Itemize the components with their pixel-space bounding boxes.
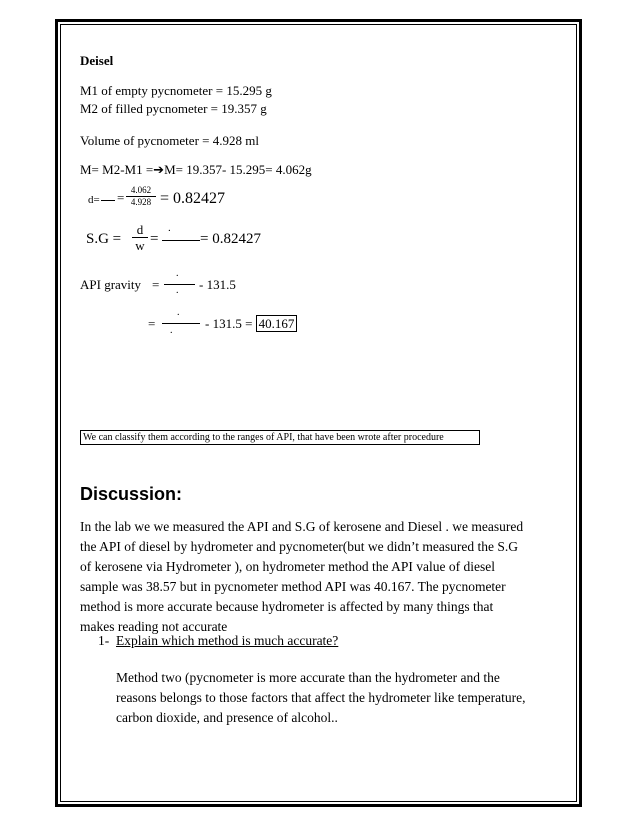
discussion-paragraph	[80, 517, 540, 637]
density-numerator: 4.062	[130, 185, 152, 195]
density-blank-fraction-bar	[101, 200, 115, 201]
question-number: 1-	[98, 633, 110, 648]
sg-result: = 0.82427	[200, 231, 261, 247]
density-denominator: 4.928	[130, 197, 152, 207]
discussion-heading: Discussion:	[80, 484, 183, 504]
mass-line	[80, 162, 312, 178]
api2-result-boxed: 40.167	[256, 315, 298, 332]
question-text: Explain which method is much accurate?	[116, 633, 339, 648]
discussion-line: method is more accurate because hydrometer is affected by many things that	[80, 599, 494, 614]
classification-note: We can classify them according to the ranges of API, that have been wrote after procedure	[80, 430, 480, 445]
density-eq: =	[117, 190, 125, 205]
answer-line: carbon dioxide, and presence of alcohol..	[116, 710, 338, 725]
density-result: = 0.82427	[160, 190, 226, 207]
api2-rest-text: - 131.5 =	[205, 316, 253, 331]
discussion-line: makes reading not accurate	[80, 619, 228, 634]
api1-fraction-bar	[164, 284, 195, 285]
api-gravity-label: API gravity	[80, 277, 142, 292]
sg-eq: =	[150, 231, 159, 247]
m1-line: M1 of empty pycnometer = 15.295 g	[80, 83, 272, 98]
density-lhs: d=	[88, 194, 100, 206]
api1-dot-top: .	[176, 268, 179, 279]
discussion-line: In the lab we we measured the API and S.G of kerosene and Diesel . we measured	[80, 519, 524, 534]
sg-fraction-bar-2	[162, 240, 200, 241]
question-1	[98, 633, 338, 649]
volume-line: Volume of pycnometer = 4.928 ml	[80, 133, 259, 148]
api2-fraction-bar	[162, 323, 200, 324]
sg-lhs: S.G =	[86, 231, 122, 247]
answer-line: Method two (pycnometer is more accurate than the hydrometer and the	[116, 670, 500, 685]
api2-dot-bottom: .	[170, 325, 173, 336]
answer-line: reasons belongs to those factors that affect the hydrometer like temperature,	[116, 690, 526, 705]
api2-rest	[205, 316, 297, 332]
m2-line: M2 of filled pycnometer = 19.357 g	[80, 101, 267, 116]
arrow-right-icon: ➔	[153, 163, 165, 178]
api2-eq: =	[148, 316, 156, 331]
api1-dot-bottom: .	[176, 285, 179, 296]
discussion-line: the API of diesel by hydrometer and pycnometer(but we didn’t measured the S.G	[80, 539, 519, 554]
sg-fraction	[132, 223, 148, 252]
mass-line-suffix: M= 19.357- 15.295= 4.062g	[164, 162, 312, 177]
api1-rest: - 131.5	[199, 277, 236, 292]
discussion-line: sample was 38.57 but in pycnometer method API was 40.167. The pycnometer	[80, 579, 506, 594]
density-fraction	[126, 186, 156, 207]
mass-line-prefix: M= M2-M1 =	[80, 162, 154, 177]
api2-dot-top: .	[177, 307, 180, 318]
discussion-line: of kerosene via Hydrometer ), on hydrometer method the API value of diesel	[80, 559, 495, 574]
answer-paragraph	[116, 668, 542, 728]
api1-eq: =	[152, 277, 160, 292]
sg-denominator: w	[135, 238, 145, 253]
section-title: Deisel	[80, 53, 114, 68]
sg-dot: .	[168, 222, 171, 234]
sg-numerator: d	[136, 222, 144, 237]
